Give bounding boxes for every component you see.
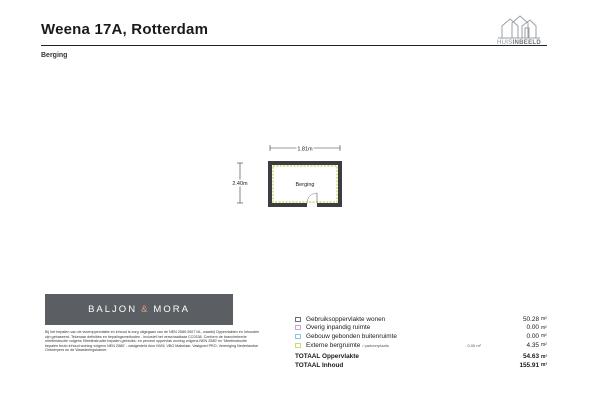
- total-area-row: TOTAAL Oppervlakte 54.63 m²: [295, 353, 548, 361]
- legend-swatch: [295, 343, 301, 348]
- legend-row: Gebouw gebonden buitenruimte 0.00 m²: [295, 332, 553, 341]
- room-label: Berging: [295, 182, 315, 188]
- area-legend: [295, 315, 553, 370]
- measurement-disclaimer: Bij het bepalen van de vloeroppervlakte en inhoud is zorg uitgegaan van de NEN 2580:2007 NL, waarbij Oppervlakten en Inhouden zijn gebaseerd. Tekenaar definities en bepalingsmethoden - inclusief het verschaalbaar CC0338. Conform de branchebrede meetinstructie volgens 'Meetinstructie bepalen gebruiks- en perceel oppervlak woning volgens NEN 2580' en 'Meetinstructie bepalen bruto inhoud woning volgens NEN 2580' - vastgesteld door NVM, VBO Makelaar, Vastgoed PRO, Vereniging Nederlandse Ontwerpers en de Waarderingskamer.: [45, 330, 260, 352]
- legend-totals: [295, 352, 553, 369]
- total-volume-row: TOTAAL Inhoud 155.91 m³: [295, 361, 548, 369]
- legend-swatch: [295, 317, 301, 322]
- house-logo-icon: [490, 14, 548, 40]
- legend-row: Gebruiksoppervlakte wonen 50.28 m²: [295, 315, 553, 324]
- height-label: 2.40m: [232, 181, 248, 187]
- header-divider: [41, 45, 547, 46]
- legend-swatch: [295, 334, 301, 339]
- page-title: Weena 17A, Rotterdam: [41, 21, 209, 38]
- legend-row: Externe bergruimte / parkeerplaats 0.00 m² 4.35 m²: [295, 341, 553, 350]
- floor-plan: [228, 140, 358, 220]
- huisinbeeld-logo: [490, 14, 548, 48]
- room-title: Berging: [41, 52, 68, 59]
- legend-swatch: [295, 325, 301, 330]
- agency-banner: BALJON & MORA: [45, 294, 233, 325]
- width-label: 1.81m: [297, 146, 313, 153]
- legend-row: Overig inpandig ruimte 0.00 m²: [295, 324, 553, 333]
- door-opening: [307, 203, 317, 207]
- logo-wordmark: HUISINBEELD: [497, 40, 541, 46]
